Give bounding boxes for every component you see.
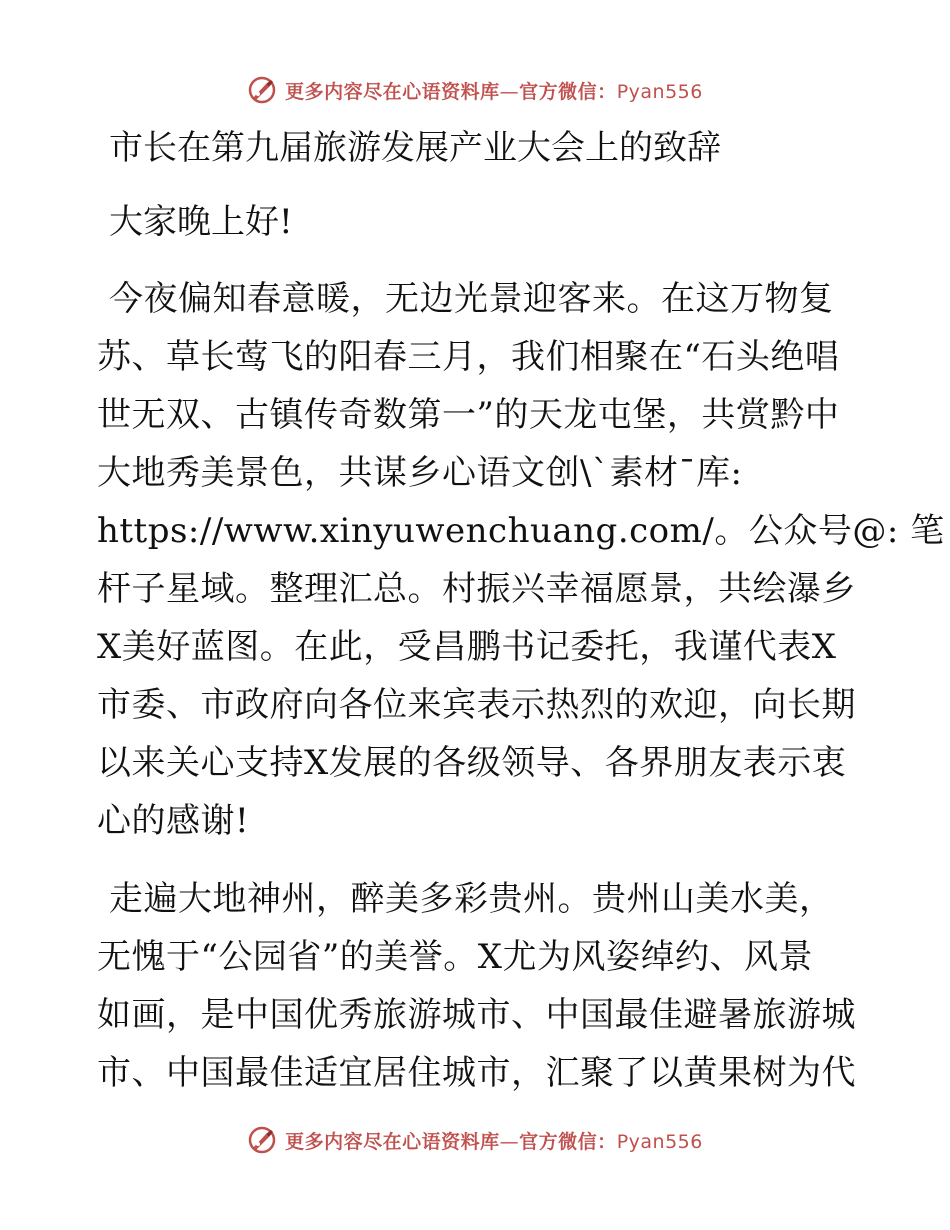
paragraph-line: 今夜偏知春意暖，无边光景迎客来。在这万物复	[109, 279, 834, 319]
paragraph-1	[97, 270, 945, 850]
paragraph-line: X美好蓝图。在此，受昌鹏书记委托，我谨代表X	[97, 627, 837, 667]
paragraph-line: 苏、草长莺飞的阳春三月，我们相聚在“石头绝唱	[97, 337, 840, 377]
paragraph-line: 以来关心支持X发展的各级领导、各界朋友表示衷	[97, 743, 847, 783]
header-banner	[0, 70, 950, 110]
banner-main-text: 更多内容尽在心语资料库	[285, 80, 500, 103]
document-body	[97, 120, 945, 1122]
paragraph-line: 市委、市政府向各位来宾表示热烈的欢迎，向长期	[97, 685, 856, 725]
paragraph-line: 如画，是中国优秀旅游城市、中国最佳避暑旅游城	[97, 995, 856, 1035]
document-title: 市长在第九届旅游发展产业大会上的致辞	[109, 128, 721, 168]
paragraph-2	[97, 870, 856, 1102]
footer-banner	[0, 1120, 950, 1160]
banner-separator: —	[499, 1130, 520, 1153]
paragraph-line: 走遍大地神州，醉美多彩贵州。贵州山美水美，	[109, 879, 834, 919]
banner-wechat-id: Pyan556	[616, 80, 703, 103]
banner-separator: —	[499, 80, 520, 103]
banner-text	[285, 1127, 703, 1154]
paragraph-line: 心的感谢!	[97, 801, 250, 841]
paragraph-line: 大地秀美景色，共谋乡心语文创\`素材¯库:	[97, 453, 743, 493]
banner-wechat-label: 官方微信：	[519, 1130, 617, 1153]
greeting: 大家晚上好!	[109, 202, 293, 242]
banner-main-text: 更多内容尽在心语资料库	[285, 1130, 500, 1153]
paragraph-line-url: https://www.xinyuwenchuang.com/。公众号@: 笔	[97, 511, 945, 551]
pen-logo-icon	[247, 75, 277, 105]
paragraph-line: 市、中国最佳适宜居住城市，汇聚了以黄果树为代	[97, 1053, 856, 1093]
paragraph-line: 世无双、古镇传奇数第一”的天龙屯堡，共赏黔中	[97, 395, 840, 435]
banner-text	[285, 77, 703, 104]
pen-logo-icon	[247, 1125, 277, 1155]
banner-wechat-label: 官方微信：	[519, 80, 617, 103]
paragraph-line: 杆子星域。整理汇总。村振兴幸福愿景，共绘瀑乡	[97, 569, 856, 609]
paragraph-line: 无愧于“公园省”的美誉。X尤为风姿绰约、风景	[97, 937, 813, 977]
banner-wechat-id: Pyan556	[616, 1130, 703, 1153]
